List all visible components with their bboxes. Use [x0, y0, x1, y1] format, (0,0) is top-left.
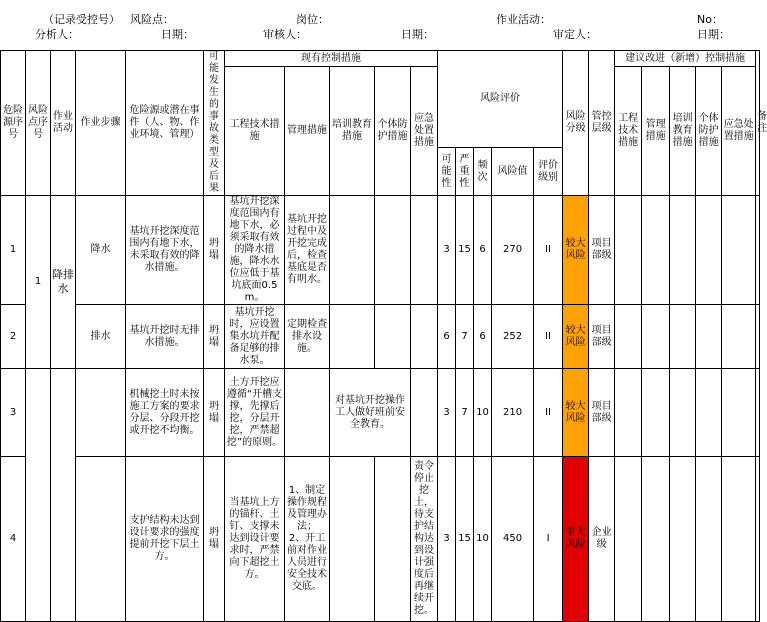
- col-engineering: 工程技术措施: [225, 67, 285, 196]
- col-step: 作业步骤: [76, 51, 126, 196]
- risk-point-label: 风险点：: [130, 13, 174, 26]
- control-number: （记录受控号）: [43, 13, 120, 26]
- col-training: 培训教育措施: [330, 67, 375, 196]
- cell-emergency[interactable]: [411, 369, 438, 457]
- table-row: [1, 369, 760, 457]
- cell-hazard[interactable]: 支护结构未达到设计要求的强度提前开挖下层土方。: [126, 457, 204, 622]
- cell-hazard-no[interactable]: 4: [1, 457, 26, 622]
- col-ppe: 个体防护措施: [375, 67, 411, 196]
- col-consequence: 可能发生的事故类型及后果: [204, 51, 225, 196]
- cell-e[interactable]: 6: [474, 196, 492, 305]
- table-row: [1, 457, 760, 622]
- col-s: 严重性: [456, 148, 474, 196]
- col-hazard-no: 危险源序号: [1, 51, 26, 196]
- cell-s-training[interactable]: [670, 305, 696, 369]
- col-existing-controls: 现有控制措施: [225, 51, 438, 67]
- cell-consequence[interactable]: 坍塌: [204, 457, 225, 622]
- col-s-training: 培训教育措施: [670, 67, 696, 196]
- col-risk-evaluation: 风险评价: [438, 51, 563, 148]
- cell-training[interactable]: [330, 457, 375, 622]
- cell-risk-point-no[interactable]: [26, 369, 51, 622]
- cell-hazard[interactable]: 基坑开挖深度范围内有地下水，未采取有效的降水措施。: [126, 196, 204, 305]
- cell-risk-level[interactable]: 重大风险: [563, 457, 589, 622]
- col-management: 管理措施: [285, 67, 330, 196]
- col-e: 频次: [474, 148, 492, 196]
- cell-training[interactable]: 对基坑开挖操作工人做好班前安全教育。: [330, 369, 411, 457]
- col-s-engineering: 工程技术措施: [615, 67, 642, 196]
- col-remarks: 备注: [756, 51, 760, 196]
- cell-ppe[interactable]: [375, 457, 411, 622]
- cell-l[interactable]: 6: [438, 305, 456, 369]
- cell-s[interactable]: 7: [456, 305, 474, 369]
- col-suggested-controls: 建议改进（新增）控制措施: [615, 51, 756, 67]
- cell-e[interactable]: 10: [474, 369, 492, 457]
- col-activity: 作业活动: [51, 51, 76, 196]
- cell-remarks[interactable]: [756, 457, 760, 622]
- cell-s-management[interactable]: [642, 369, 670, 457]
- col-d: 风险值: [492, 148, 534, 196]
- cell-grade[interactable]: II: [534, 369, 563, 457]
- cell-s-engineering[interactable]: [615, 196, 642, 305]
- approver-date-label: 日期：: [697, 28, 730, 41]
- risk-analysis-table: [0, 50, 767, 622]
- cell-step[interactable]: [76, 457, 126, 622]
- cell-s-emergency[interactable]: [722, 369, 756, 457]
- cell-consequence[interactable]: 坍塌: [204, 196, 225, 305]
- cell-s-management[interactable]: [642, 305, 670, 369]
- cell-risk-level[interactable]: 较大风险: [563, 305, 589, 369]
- cell-step[interactable]: 排水: [76, 305, 126, 369]
- cell-s-ppe[interactable]: [696, 369, 722, 457]
- cell-s[interactable]: 15: [456, 196, 474, 305]
- cell-s-ppe[interactable]: [696, 305, 722, 369]
- cell-activity[interactable]: 降排水: [51, 196, 76, 369]
- cell-engineering[interactable]: 土方开挖应遵循“开槽支撑，先撑后挖，分层开挖，严禁超挖”的原则。: [225, 369, 285, 457]
- cell-grade[interactable]: II: [534, 305, 563, 369]
- cell-d[interactable]: 270: [492, 196, 534, 305]
- cell-management[interactable]: 基坑开挖过程中及开挖完成后，检查基底是否有明水。: [285, 196, 330, 305]
- cell-training[interactable]: [330, 196, 375, 305]
- cell-hazard-no[interactable]: 1: [1, 196, 26, 305]
- cell-grade[interactable]: II: [534, 196, 563, 305]
- cell-hazard[interactable]: 机械挖土时未按施工方案的要求分层、分段开挖或开挖不均衡。: [126, 369, 204, 457]
- cell-s-emergency[interactable]: [722, 305, 756, 369]
- cell-remarks[interactable]: [756, 369, 760, 457]
- cell-l[interactable]: 3: [438, 196, 456, 305]
- cell-grade[interactable]: I: [534, 457, 563, 622]
- cell-emergency[interactable]: [411, 196, 438, 305]
- cell-control-level[interactable]: 企业级: [589, 457, 615, 622]
- cell-activity[interactable]: [51, 369, 76, 622]
- no-label: No：: [697, 13, 723, 26]
- cell-engineering[interactable]: 当基坑上方的锚杆、土钉、支撑未达到设计要求时，严禁向下超挖土方。: [225, 457, 285, 622]
- cell-d[interactable]: 252: [492, 305, 534, 369]
- cell-remarks[interactable]: [756, 196, 760, 305]
- cell-s[interactable]: 15: [456, 457, 474, 622]
- cell-risk-level[interactable]: 较大风险: [563, 196, 589, 305]
- cell-consequence[interactable]: 坍塌: [204, 305, 225, 369]
- cell-s[interactable]: 7: [456, 369, 474, 457]
- cell-engineering[interactable]: 基坑开挖深度范围内有地下水，必须采取有效的降水措施，降水水位应低于基坑底面0.5m。: [225, 196, 285, 305]
- reviewer-date-label: 日期：: [401, 28, 434, 41]
- col-risk-point-no: 风险点序号: [26, 51, 51, 196]
- cell-l[interactable]: 3: [438, 457, 456, 622]
- analyst-date-label: 日期：: [161, 28, 194, 41]
- col-risk-level: 风险分级: [563, 51, 589, 196]
- analyst-label: 分析人：: [35, 28, 79, 41]
- approver-label: 审定人：: [553, 28, 597, 41]
- cell-s-management[interactable]: [642, 196, 670, 305]
- cell-management[interactable]: 1、制定操作规程及管理办法； 2、开工前对作业人员进行安全技术交底。: [285, 457, 330, 622]
- cell-s-emergency[interactable]: [722, 457, 756, 622]
- cell-control-level[interactable]: 项目部级: [589, 369, 615, 457]
- table-row: [1, 305, 760, 369]
- cell-step[interactable]: 降水: [76, 196, 126, 305]
- cell-emergency[interactable]: 责令停止挖土，待支护结构达到设计强度后再继续开挖。: [411, 457, 438, 622]
- col-l: 可能性: [438, 148, 456, 196]
- position-label: 岗位：: [296, 13, 329, 26]
- cell-s-engineering[interactable]: [615, 457, 642, 622]
- col-grade: 评价级别: [534, 148, 563, 196]
- cell-hazard-no[interactable]: 3: [1, 369, 26, 457]
- col-hazard: 危险源或潜在事件（人、物、作业环境、管理）: [126, 51, 204, 196]
- table-row: [1, 196, 760, 305]
- cell-remarks[interactable]: [756, 305, 760, 369]
- cell-s-training[interactable]: [670, 457, 696, 622]
- col-s-ppe: 个体防护措施: [696, 67, 722, 196]
- cell-d[interactable]: 450: [492, 457, 534, 622]
- col-emergency: 应急处置措施: [411, 67, 438, 196]
- cell-l[interactable]: 3: [438, 369, 456, 457]
- col-control-level: 管控层级: [589, 51, 615, 196]
- activity-label: 作业活动：: [496, 13, 551, 26]
- cell-step[interactable]: [76, 369, 126, 457]
- cell-management[interactable]: 定期检查排水设施。: [285, 305, 330, 369]
- cell-s-training[interactable]: [670, 196, 696, 305]
- cell-risk-point-no[interactable]: 1: [26, 196, 51, 369]
- cell-control-level[interactable]: 项目部级: [589, 196, 615, 305]
- cell-emergency[interactable]: [411, 305, 438, 369]
- cell-training[interactable]: [330, 305, 375, 369]
- cell-engineering[interactable]: 基坑开挖时，应设置集水坑并配备足够的排水泵。: [225, 305, 285, 369]
- cell-hazard-no[interactable]: 2: [1, 305, 26, 369]
- cell-s-engineering[interactable]: [615, 369, 642, 457]
- cell-hazard[interactable]: 基坑开挖时无排水措施。: [126, 305, 204, 369]
- cell-s-ppe[interactable]: [696, 196, 722, 305]
- cell-ppe[interactable]: [375, 305, 411, 369]
- reviewer-label: 审核人：: [263, 28, 307, 41]
- cell-s-emergency[interactable]: [722, 196, 756, 305]
- cell-management[interactable]: [285, 369, 330, 457]
- cell-s-training[interactable]: [670, 369, 696, 457]
- cell-s-management[interactable]: [642, 457, 670, 622]
- cell-risk-level[interactable]: 较大风险: [563, 369, 589, 457]
- cell-s-engineering[interactable]: [615, 305, 642, 369]
- col-s-management: 管理措施: [642, 67, 670, 196]
- cell-d[interactable]: 210: [492, 369, 534, 457]
- cell-consequence[interactable]: 坍塌: [204, 369, 225, 457]
- cell-e[interactable]: 6: [474, 305, 492, 369]
- cell-ppe[interactable]: [375, 196, 411, 305]
- col-s-emergency: 应急处置措施: [722, 67, 756, 196]
- cell-e[interactable]: 10: [474, 457, 492, 622]
- cell-s-ppe[interactable]: [696, 457, 722, 622]
- cell-control-level[interactable]: 项目部级: [589, 305, 615, 369]
